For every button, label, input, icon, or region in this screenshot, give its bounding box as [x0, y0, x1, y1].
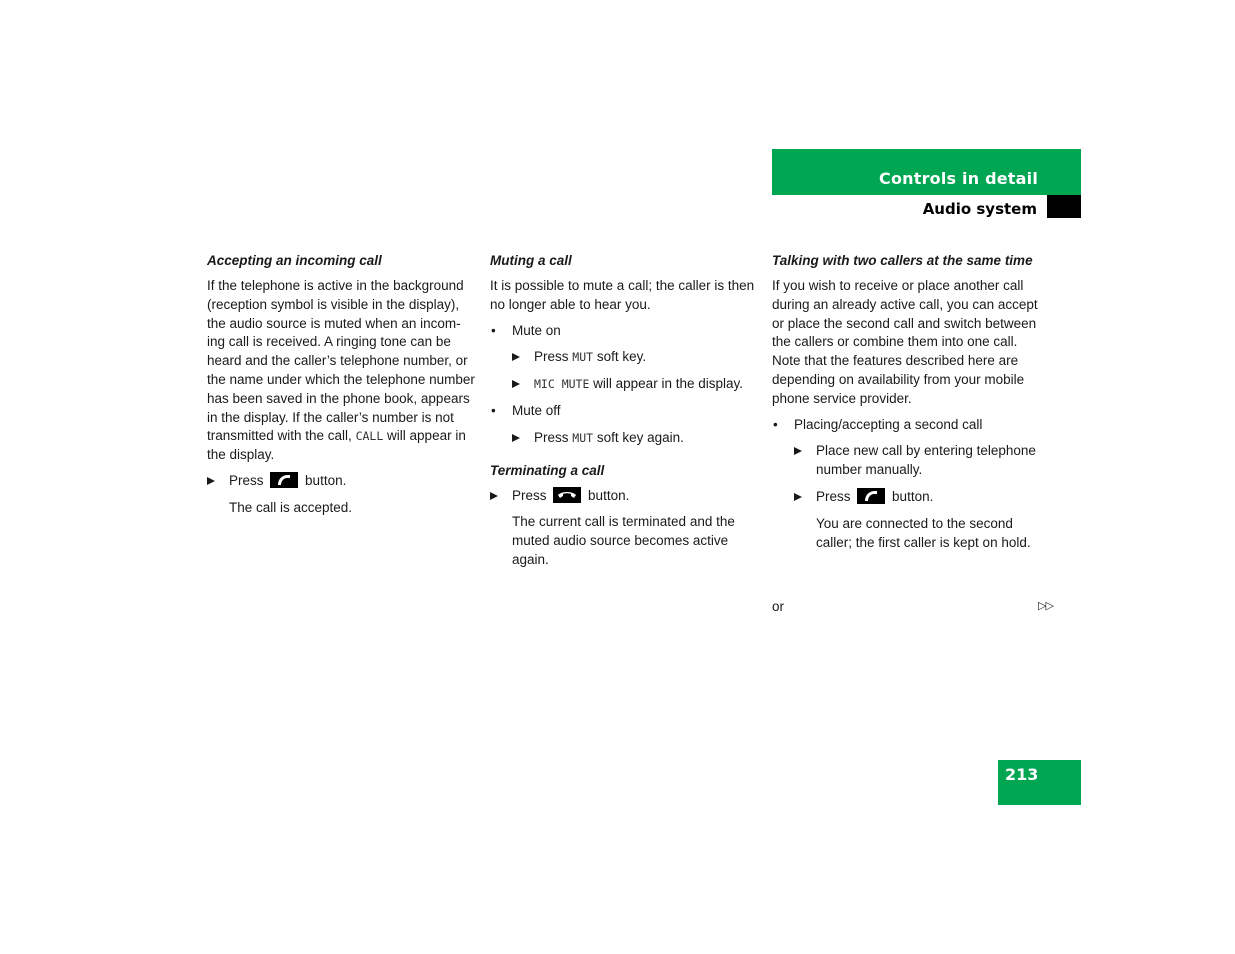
- step-arrow-icon: [490, 492, 498, 500]
- step-arrow-icon: [512, 353, 520, 361]
- or-text: or: [772, 599, 785, 614]
- header-marker-block: [1047, 195, 1081, 218]
- heading-accepting-call: Accepting an incoming call: [207, 253, 382, 268]
- display-code-mic-mute: MIC MUTE: [534, 377, 590, 392]
- terminate-result: The current call is terminated and the muted audio source becomes active again.: [512, 514, 735, 567]
- column-two-callers: [772, 252, 1042, 560]
- step-press-accept: Press button.: [207, 472, 477, 491]
- display-code-mut: MUT: [572, 350, 594, 365]
- bullet-second-call: • Placing/accepting a second call: [772, 416, 1042, 435]
- step-arrow-icon: [512, 434, 520, 442]
- subsection-title: Audio system: [922, 200, 1037, 218]
- section-title: Controls in detail: [879, 169, 1038, 188]
- step-arrow-icon: [794, 447, 802, 455]
- step-press-end: Press button.: [490, 487, 760, 506]
- display-code-call: CALL: [355, 429, 384, 444]
- page-number: 213: [1005, 765, 1039, 784]
- step-arrow-icon: [794, 493, 802, 501]
- bullet-mute-on: • Mute on: [490, 322, 760, 341]
- step-place-new-call: Place new call by entering telephone number manually.: [794, 442, 1042, 480]
- mute-intro: It is possible to mute a call; the caller is then no longer able to hear you.: [490, 278, 755, 312]
- heading-terminating-call: Terminating a call: [490, 462, 605, 478]
- column-muting-call: [490, 252, 760, 578]
- second-call-result: You are connected to the second caller; the first caller is kept on hold.: [816, 515, 1031, 550]
- column-accepting-call: [207, 252, 477, 526]
- section-header-bar: [772, 149, 1081, 195]
- display-code-mut: MUT: [572, 430, 594, 445]
- phone-accept-icon: [270, 472, 298, 488]
- heading-muting-call: Muting a call: [490, 253, 572, 268]
- step-press-accept-second: Press button.: [794, 488, 1042, 507]
- subsection-header: [772, 195, 1047, 218]
- two-callers-intro: If you wish to receive or place another call during an already active call, you can accept or place the second call and switch between the callers or combine them into one call. Note that the features described here are depending on availability from your mobile phone service provider.: [772, 278, 1038, 406]
- step-arrow-icon: [512, 380, 520, 388]
- phone-end-icon: [553, 487, 581, 503]
- accept-result: The call is accepted.: [229, 499, 353, 515]
- step-mic-mute: MIC MUTE will appear in the display.: [512, 375, 760, 394]
- continue-arrows-icon: ▷▷: [1038, 600, 1053, 612]
- step-press-mut: Press MUT soft key.: [512, 348, 760, 367]
- heading-two-callers: Talking with two callers at the same time: [772, 253, 1033, 268]
- step-arrow-icon: [207, 477, 215, 485]
- accepting-intro: If the telephone is active in the background (reception symbol is visible in the display), the audio source is muted when an incom-ing call is received. A ringing tone can be heard and the caller’s telephone number, or the name under which the telephone number has been saved in the phone book, appears in the display. If the caller’s number is not transmitted with the call, CALL will appear in the display.: [207, 278, 475, 463]
- phone-accept-icon: [857, 488, 885, 504]
- step-press-mut-again: Press MUT soft key again.: [512, 429, 760, 448]
- bullet-mute-off: • Mute off: [490, 402, 760, 421]
- page-number-box: [998, 760, 1081, 805]
